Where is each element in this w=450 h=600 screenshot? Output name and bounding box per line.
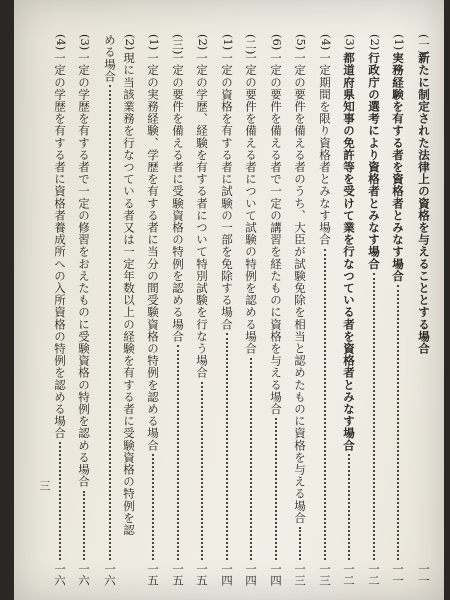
entry-page-number: 一一	[391, 563, 405, 586]
entry-page-number: 一四	[269, 563, 283, 586]
toc-entry	[341, 34, 357, 590]
toc-entry	[390, 34, 406, 590]
dot-leader	[201, 382, 203, 560]
toc-entry	[243, 34, 259, 590]
dot-leader	[152, 454, 154, 560]
dot-leader	[324, 249, 326, 560]
entry-number: (5)	[294, 34, 308, 51]
dot-leader	[83, 491, 85, 560]
entry-page-number: 一五	[171, 563, 185, 586]
entry-page-number: 一六	[103, 563, 117, 586]
entry-number: (三)	[171, 34, 185, 55]
entry-title: 一定の要件を備える者のうち、大臣が試験免除を相当と認めたものに資格を与える場合	[293, 52, 307, 524]
entry-page-number: 一五	[195, 563, 209, 586]
entry-title: 一定の学歴を有する者に資格者養成所への入所資格の特例を認める場合	[53, 52, 67, 440]
entry-number: (6)	[270, 34, 284, 51]
dot-leader	[226, 333, 228, 560]
entry-number: (二)	[244, 34, 258, 55]
entry-number: (4)	[319, 34, 333, 51]
entry-page-number: 一四	[244, 563, 258, 586]
toc-entry	[292, 34, 308, 590]
entry-page-number: 一五	[146, 563, 160, 586]
entry-title: 行政庁の選考により資格者とみなす場合	[367, 52, 381, 270]
toc-entry	[317, 34, 333, 590]
entry-number: (1)	[221, 34, 235, 51]
entry-page-number: 一六	[53, 563, 67, 586]
entry-number: (3)	[78, 34, 92, 51]
toc-entry	[102, 34, 118, 590]
entry-number: (1)	[392, 34, 406, 51]
entry-number: (2)	[196, 34, 210, 51]
entry-page-number: 一二	[342, 563, 356, 586]
entry-title: 一定の要件を備える者について試験の特例を認める場合	[244, 52, 258, 355]
entry-title: 一定の要件を備える者に受験資格の特例を認める場合	[171, 52, 185, 343]
toc-entry	[76, 34, 92, 590]
dot-leader	[59, 442, 61, 560]
dot-leader	[397, 285, 399, 560]
toc-entry	[194, 34, 210, 590]
entry-title: 都道府県知事の免許等を受けて業を行なつている者を資格者とみなす場合	[342, 52, 356, 452]
entry-title: 一定の要件を備える者で一定の講習を経たものに資格を与える場合	[269, 52, 283, 415]
toc-entry	[121, 34, 137, 590]
entry-page-number: 一六	[77, 563, 91, 586]
toc-entry	[416, 34, 432, 590]
entry-title: 実務経験を有する者を資格者とみなす場合	[391, 52, 405, 282]
entry-title: 新たに制定された法律上の資格を与えることとする場合	[417, 52, 431, 355]
entry-number: (一)	[417, 34, 431, 55]
book-page	[14, 0, 444, 600]
entry-title: める場合	[103, 34, 117, 83]
page-number: 三	[38, 480, 51, 491]
dot-leader	[299, 527, 301, 560]
toc-entry	[219, 34, 235, 590]
entry-page-number: 一二	[367, 563, 381, 586]
toc-entry	[366, 34, 382, 590]
dot-leader	[373, 273, 375, 560]
toc-entry	[268, 34, 284, 590]
entry-number: (2)	[123, 34, 137, 51]
entry-title: 一定の学歴、経験を有する者について特別試験を行なう場合	[195, 52, 209, 379]
entry-number: (3)	[343, 34, 357, 51]
entry-page-number: 一四	[220, 563, 234, 586]
dot-leader	[275, 418, 277, 560]
entry-title: 一定の学歴を有する者で一定の修習をおえたものに受験資格の特例を認める場合	[77, 52, 91, 488]
entry-title: 現に当該業務を行なつている者又は一定年数以上の経験を有する者に受験資格の特例を認	[122, 52, 136, 536]
entry-title: 一定の実務経験、学歴を有する者に当分の間受験資格の特例を認める場合	[146, 52, 160, 452]
dot-leader	[250, 358, 252, 561]
entry-page-number: 一三	[318, 563, 332, 586]
entry-page-number: 一一	[417, 563, 431, 586]
entry-title: 一定期間を限り資格者とみなす場合	[318, 52, 332, 246]
dot-leader	[109, 85, 111, 560]
entry-title: 一定の資格を有する者に試験の一部を免除する場合	[220, 52, 234, 331]
dot-leader	[177, 345, 179, 560]
toc-entry	[170, 34, 186, 590]
toc-entry	[52, 34, 68, 590]
entry-number: (2)	[368, 34, 382, 51]
toc-entry	[145, 34, 161, 590]
entry-number: (1)	[147, 34, 161, 51]
dot-leader	[348, 454, 350, 560]
entry-page-number: 一三	[293, 563, 307, 586]
entry-number: (4)	[54, 34, 68, 51]
